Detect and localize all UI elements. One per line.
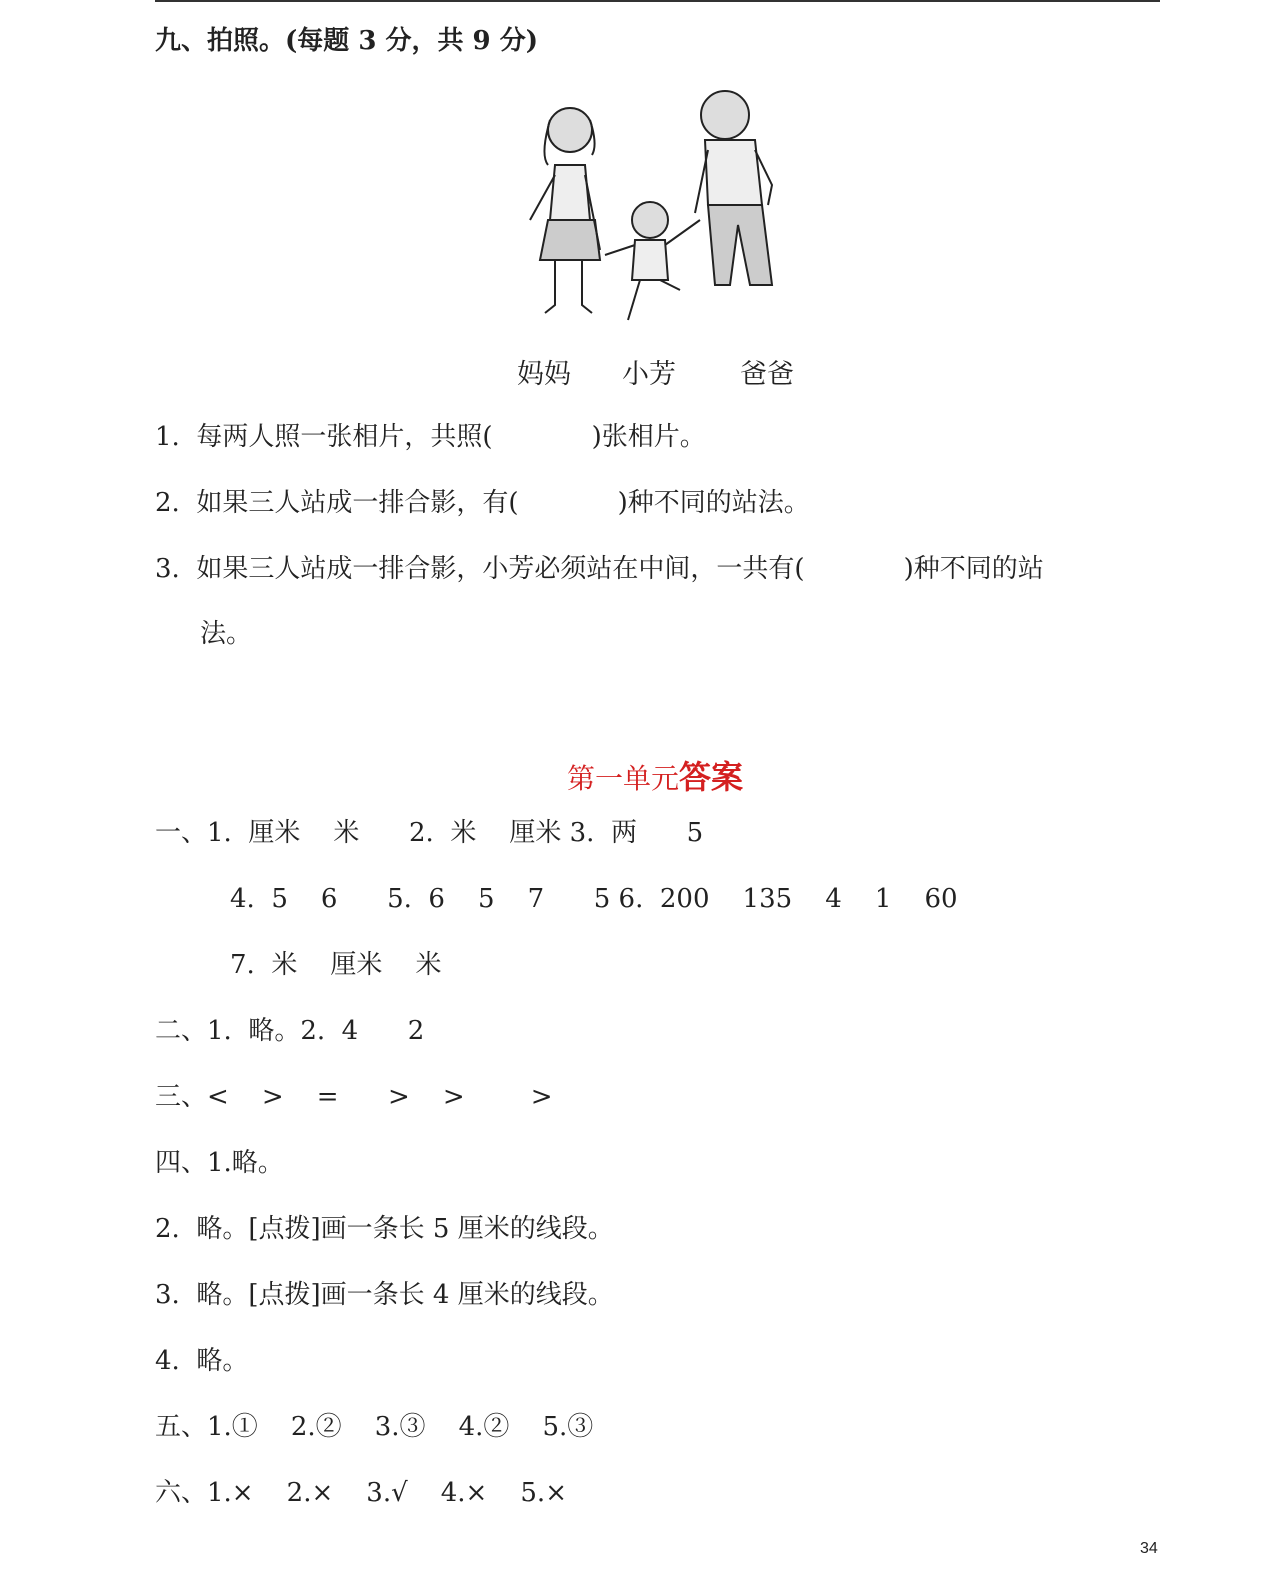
answer-line: 二、1. 略。2. 4 2 — [155, 1016, 425, 1046]
answers-title — [0, 752, 1280, 798]
answers-title-bold: 答案 — [679, 758, 744, 796]
answer-line: 一、1. 厘米 米 2. 米 厘米 3. 两 5 — [155, 818, 704, 848]
answer-line: 4. 5 6 5. 6 5 7 5 6. 200 135 4 1 60 — [230, 884, 958, 914]
answer-line: 五、1.① 2.② 3.③ 4.② 5.③ — [155, 1412, 594, 1442]
answers-title-prefix: 第一单元 — [566, 762, 679, 795]
page-number: 34 — [1140, 1540, 1158, 1557]
family-illustration — [510, 85, 810, 330]
question-9-item-1: 1. 每两人照一张相片，共照( )张相片。 — [155, 422, 706, 452]
name-xiaofang: 小芳 — [622, 359, 676, 390]
answer-line: 三、< > = > > > — [155, 1082, 553, 1112]
question-9-heading: 九、拍照。(每题 3 分，共 9 分) — [155, 26, 538, 56]
answer-line: 4. 略。 — [155, 1346, 249, 1376]
answer-line: 六、1.× 2.× 3.√ 4.× 5.× — [155, 1478, 567, 1508]
question-9-item-3: 3. 如果三人站成一排合影，小芳必须站在中间，一共有( )种不同的站 — [155, 554, 1044, 584]
answer-line: 7. 米 厘米 米 — [230, 950, 442, 980]
answer-line: 四、1.略。 — [155, 1148, 284, 1178]
top-rule — [155, 0, 1160, 2]
question-9-item-3-cont: 法。 — [200, 619, 253, 649]
name-mom: 妈妈 — [517, 359, 571, 390]
question-9-item-2: 2. 如果三人站成一排合影，有( )种不同的站法。 — [155, 488, 810, 518]
answer-line: 2. 略。[点拨]画一条长 5 厘米的线段。 — [155, 1214, 614, 1244]
name-dad: 爸爸 — [740, 359, 794, 390]
answer-line: 3. 略。[点拨]画一条长 4 厘米的线段。 — [155, 1280, 614, 1310]
